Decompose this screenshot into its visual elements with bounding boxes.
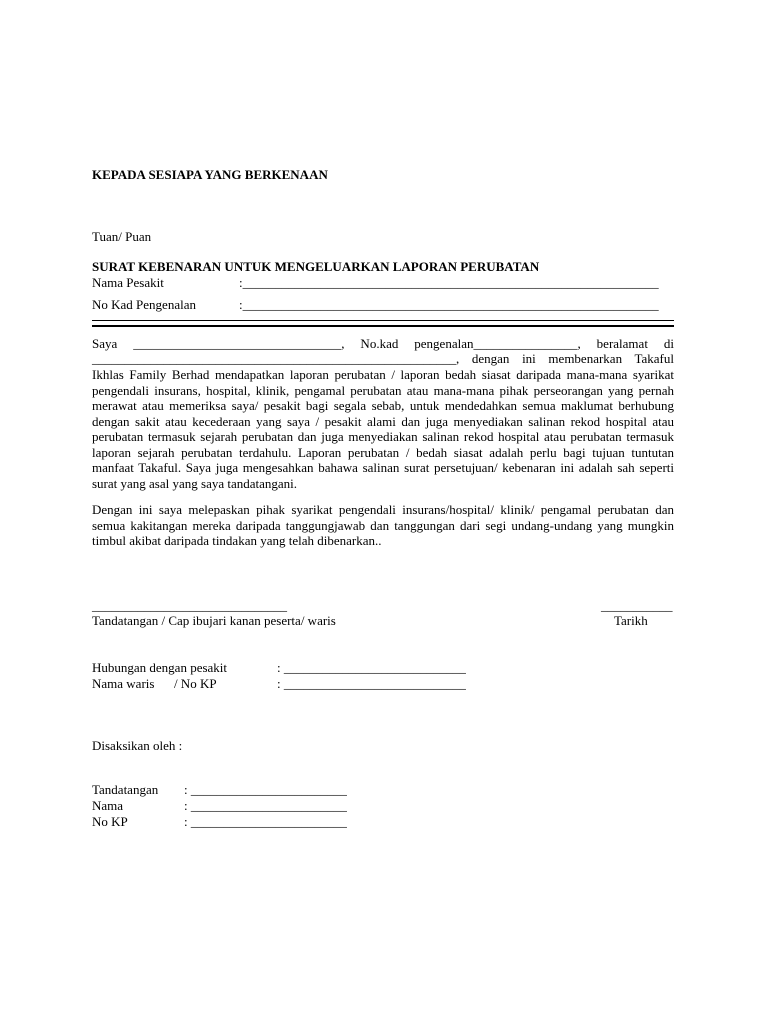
witness-signature-field[interactable]: : ________________________ [184,782,347,797]
witness-name-label: Nama [92,798,124,813]
witness-signature-row [92,782,347,798]
patient-ic-field[interactable]: :________________________________________________________________ [239,297,659,312]
letter-heading: KEPADA SESIAPA YANG BERKENAAN [92,167,328,182]
witness-signature-label: Tandatangan [92,782,159,797]
witness-ic-field[interactable]: : ________________________ [184,814,347,829]
release-paragraph: Dengan ini saya melepaskan pihak syarikat pengendali insurans/hospital/ klinik/ pengamal perubatan dan semua kakitangan mereka daripada tanggungjawab dan tanggungan dari segi undang-undang yang mungkin timbul akibat daripada tindakan yang telah dibenarkan.. [92,502,674,548]
relation-row [92,660,466,676]
witness-name-field[interactable]: : ________________________ [184,798,347,813]
witness-name-row [92,798,347,814]
patient-name-row [92,275,659,291]
witness-ic-label: No KP [92,814,128,829]
letter-subject: SURAT KEBENARAN UNTUK MENGELUARKAN LAPORAN PERUBATAN [92,259,540,274]
date-label: Tarikh [614,613,648,628]
patient-name-field[interactable]: :________________________________________________________________ [239,275,659,290]
patient-ic-label: No Kad Pengenalan [92,297,196,312]
salutation: Tuan/ Puan [92,229,152,244]
date-line[interactable]: ___________ [601,598,673,613]
patient-name-label: Nama Pesakit [92,275,164,290]
signature-line[interactable]: ______________________________ [92,598,287,613]
patient-ic-row [92,297,659,313]
witness-ic-row [92,814,347,830]
signature-label: Tandatangan / Cap ibujari kanan peserta/ waris [92,613,336,628]
divider-thick [92,325,674,327]
heir-field[interactable]: : ____________________________ [277,676,466,691]
heir-label: Nama waris / No KP [92,676,217,691]
relation-label: Hubungan dengan pesakit [92,660,228,675]
consent-line-2: ________________________________________________________, dengan ini membenarkan Takaful [92,351,674,366]
witness-heading: Disaksikan oleh : [92,738,183,753]
consent-line-1: Saya ________________________________, No.kad pengenalan________________, beralamat di [92,336,674,351]
heir-row [92,676,466,692]
consent-paragraph: Ikhlas Family Berhad mendapatkan laporan perubatan / laporan bedah siasat daripada mana-mana syarikat pengendali insurans, hospital, klinik, pengamal perubatan atau mana-mana pihak perseorangan yang pernah merawat atau memeriksa saya/ pesakit bagi segala sebab, untuk mendedahkan semua maklumat berhubung dengan sakit atau kecederaan yang saya / pesakit alami dan juga menyediakan salinan rekod hospital atau perubatan termasuk sejarah perubatan dan juga menyediakan salinan rekod hospital atau perubatan termasuk laporan sejarah perubatan terdahulu. Laporan perubatan / bedah siasat adalah perlu bagi tujuan tuntutan manfaat Takaful. Saya juga mengesahkan bahawa salinan surat persetujuan/ kebenaran ini adalah sah seperti surat yang asal yang saya tandatangani. [92,367,674,491]
divider-thin [92,320,674,321]
relation-field[interactable]: : ____________________________ [277,660,466,675]
